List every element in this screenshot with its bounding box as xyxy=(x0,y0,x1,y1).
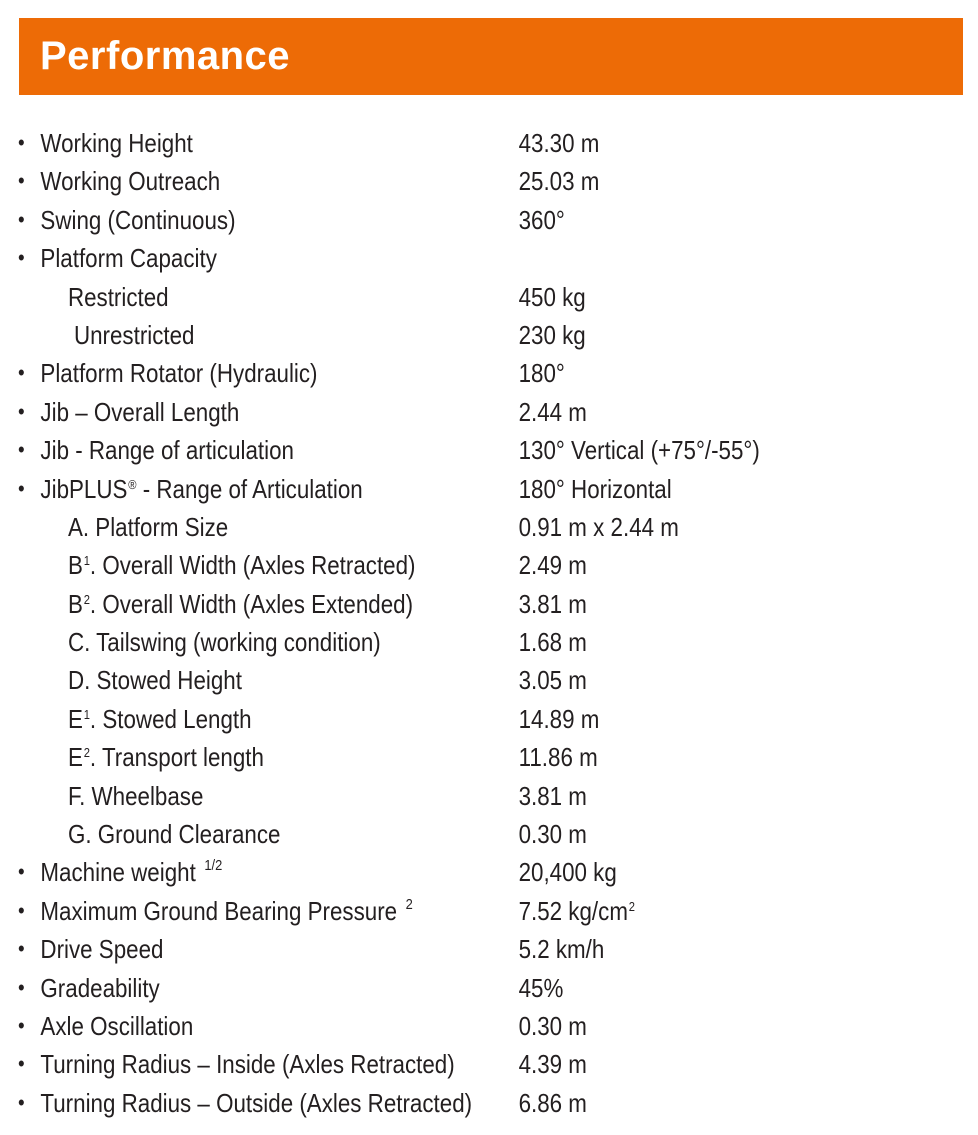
spec-row-drive-speed xyxy=(0,930,841,968)
superscript: 1 xyxy=(83,553,90,569)
spec-label: Jib - Range of articulation xyxy=(40,435,294,466)
bullet: • xyxy=(18,206,25,232)
spec-row-tailswing xyxy=(0,623,841,661)
spec-value xyxy=(519,892,635,930)
spec-row-gradeability xyxy=(0,969,841,1007)
spec-value: 3.81 m xyxy=(518,780,587,811)
bullet: • xyxy=(18,475,25,501)
spec-row-platform-rotator xyxy=(0,354,841,392)
spec-label xyxy=(40,853,222,891)
bullet: • xyxy=(18,437,25,463)
spec-value: 20,400 kg xyxy=(518,857,617,888)
spec-value: 3.05 m xyxy=(518,665,587,696)
spec-label-rest: . Overall Width (Axles Retracted) xyxy=(89,550,416,581)
spec-row-jib-length xyxy=(0,393,841,431)
bullet: • xyxy=(18,936,25,962)
bullet: • xyxy=(18,859,25,885)
spec-value-main: 7.52 kg/cm xyxy=(518,895,628,926)
spec-row-jib-articulation xyxy=(0,431,841,469)
spec-label: Working Outreach xyxy=(40,166,221,197)
spec-value: 25.03 m xyxy=(518,166,600,197)
spec-label: Axle Oscillation xyxy=(40,1010,194,1041)
spec-value: 11.86 m xyxy=(518,742,598,773)
spec-row-turning-inside xyxy=(0,1045,841,1083)
spec-label: Turning Radius – Inside (Axles Retracted) xyxy=(40,1049,455,1080)
bullet: • xyxy=(18,398,25,424)
spec-label-rest: - Range of Articulation xyxy=(136,473,363,504)
bullet: • xyxy=(18,897,25,923)
spec-row-platform-size xyxy=(0,508,841,546)
spec-row-turning-outside xyxy=(0,1084,841,1122)
spec-label xyxy=(68,546,416,584)
spec-label: Platform Rotator (Hydraulic) xyxy=(40,358,318,389)
spec-value: 180° xyxy=(518,358,565,389)
spec-row-working-height xyxy=(0,124,841,162)
bullet: • xyxy=(18,1012,25,1038)
spec-row-jibplus-articulation xyxy=(0,470,841,508)
spec-row-unrestricted xyxy=(0,316,841,354)
spec-value: 0.91 m x 2.44 m xyxy=(518,511,679,542)
spec-label xyxy=(40,892,412,930)
spec-label-main: B xyxy=(67,550,83,581)
spec-label: Drive Speed xyxy=(40,934,164,965)
spec-label: Platform Capacity xyxy=(40,243,217,274)
section-title: Performance xyxy=(40,34,291,78)
section-header xyxy=(19,18,963,95)
spec-label-rest: . Transport length xyxy=(89,742,264,773)
spec-value: 4.39 m xyxy=(518,1049,587,1080)
footnote-ref: 1/2 xyxy=(204,857,223,875)
spec-row-stowed-height xyxy=(0,661,841,699)
superscript: 2 xyxy=(628,898,636,914)
bullet: • xyxy=(18,1051,25,1077)
spec-label-rest: . Overall Width (Axles Extended) xyxy=(89,588,414,619)
spec-label: Swing (Continuous) xyxy=(40,204,236,235)
spec-value: 5.2 km/h xyxy=(518,934,605,965)
spec-value: 230 kg xyxy=(518,319,586,350)
spec-row-wheelbase xyxy=(0,777,841,815)
superscript: 2 xyxy=(83,745,90,761)
spec-label-main: JibPLUS xyxy=(40,473,128,504)
superscript: 2 xyxy=(83,591,90,607)
bullet: • xyxy=(18,1089,25,1115)
footnote-ref: 2 xyxy=(405,895,413,913)
registered-mark: ® xyxy=(128,476,137,492)
bullet: • xyxy=(18,974,25,1000)
spec-label: Gradeability xyxy=(40,972,160,1003)
spec-value: 45% xyxy=(518,972,564,1003)
spec-row-swing xyxy=(0,201,841,239)
spec-label xyxy=(68,738,264,776)
spec-row-stowed-length xyxy=(0,700,841,738)
spec-label: A. Platform Size xyxy=(67,511,229,542)
spec-value: 1.68 m xyxy=(518,627,587,658)
spec-label: D. Stowed Height xyxy=(67,665,242,696)
spec-row-axle-oscillation xyxy=(0,1007,841,1045)
spec-label-rest: . Stowed Length xyxy=(89,703,252,734)
spec-value: 180° Horizontal xyxy=(518,473,672,504)
spec-value: 14.89 m xyxy=(518,703,600,734)
bullet: • xyxy=(18,130,25,155)
spec-label: Working Height xyxy=(40,128,193,158)
spec-label: C. Tailswing (working condition) xyxy=(67,627,381,658)
spec-value: 360° xyxy=(518,204,565,235)
spec-value: 6.86 m xyxy=(518,1087,587,1118)
spec-value: 3.81 m xyxy=(518,588,587,619)
bullet: • xyxy=(18,168,25,194)
spec-label-main: E xyxy=(67,742,83,773)
spec-label-main: Machine weight xyxy=(40,857,196,888)
superscript: 1 xyxy=(83,706,90,722)
spec-row-ground-clearance xyxy=(0,815,841,853)
spec-label: G. Ground Clearance xyxy=(67,819,281,850)
spec-label-main: B xyxy=(67,588,83,619)
spec-label: Unrestricted xyxy=(73,319,195,350)
spec-row-working-outreach xyxy=(0,162,841,200)
spec-label: F. Wheelbase xyxy=(67,780,204,811)
spec-row-platform-capacity xyxy=(0,239,841,277)
spec-label xyxy=(68,700,252,738)
spec-list xyxy=(0,124,978,1122)
spec-value: 0.30 m xyxy=(518,819,587,850)
spec-label-main: E xyxy=(67,703,83,734)
spec-row-ground-pressure xyxy=(0,892,841,930)
spec-label: Turning Radius – Outside (Axles Retracted) xyxy=(40,1087,473,1118)
bullet: • xyxy=(18,245,25,271)
spec-label-main: Maximum Ground Bearing Pressure xyxy=(40,895,398,926)
spec-value: 2.49 m xyxy=(518,550,587,581)
spec-row-restricted xyxy=(0,278,841,316)
spec-value: 0.30 m xyxy=(518,1010,587,1041)
spec-value: 450 kg xyxy=(518,281,586,312)
spec-label: Jib – Overall Length xyxy=(40,396,240,427)
spec-value: 2.44 m xyxy=(518,396,587,427)
spec-row-machine-weight xyxy=(0,853,841,891)
spec-row-width-extended xyxy=(0,585,841,623)
spec-label xyxy=(40,470,362,508)
spec-row-transport-length xyxy=(0,738,841,776)
spec-label: Restricted xyxy=(67,281,169,312)
spec-label xyxy=(68,585,413,623)
bullet: • xyxy=(18,360,25,386)
spec-value: 43.30 m xyxy=(518,128,600,158)
spec-row-width-retracted xyxy=(0,546,841,584)
spec-value: 130° Vertical (+75°/-55°) xyxy=(518,435,760,466)
